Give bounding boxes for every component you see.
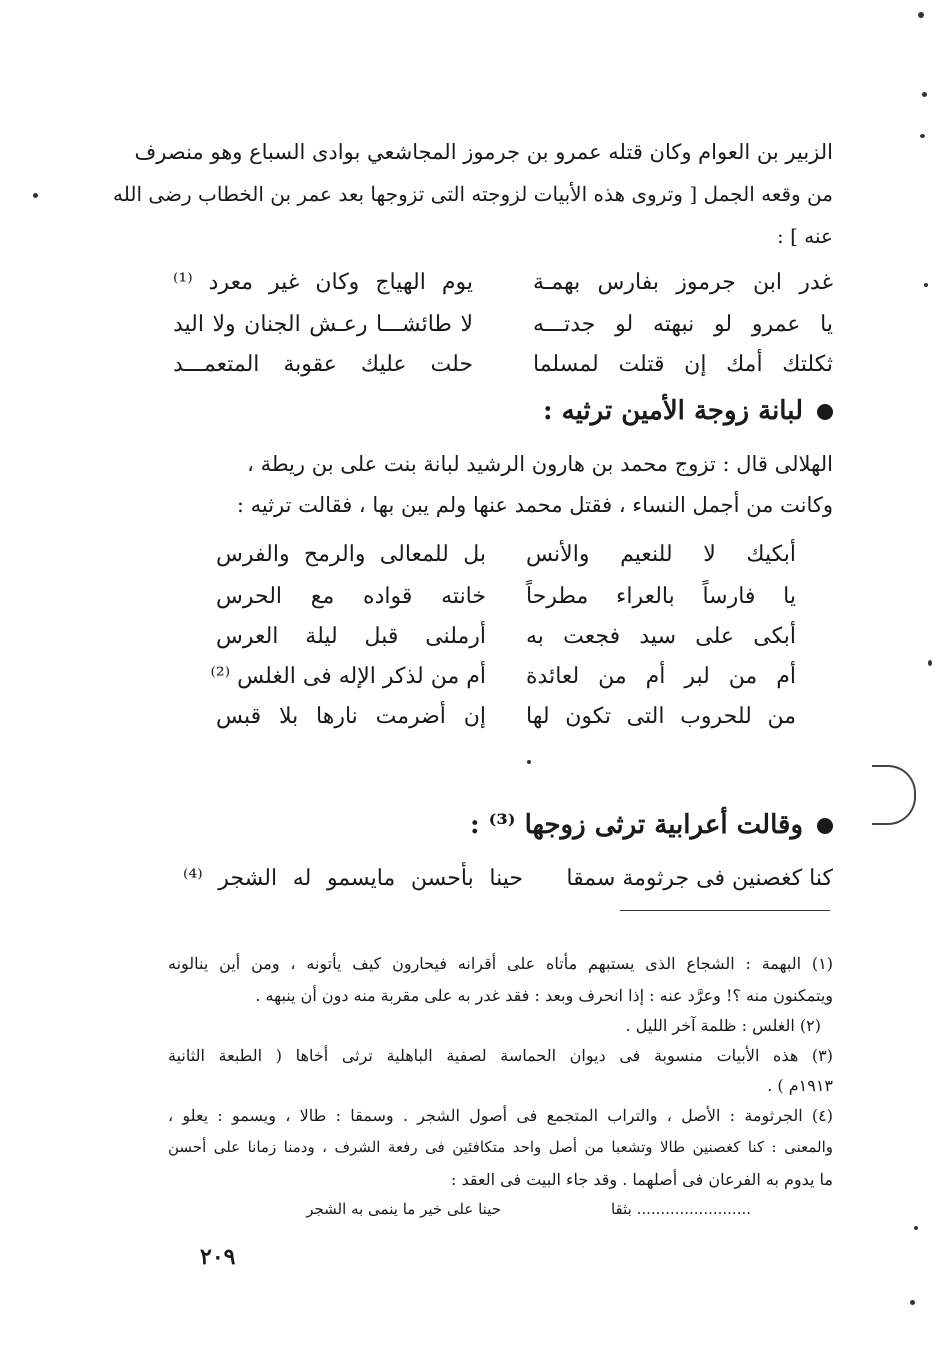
hemistich-right: أبكى على سيد فجعت به bbox=[526, 624, 796, 649]
scan-mark-bracket bbox=[872, 765, 916, 825]
hemistich-left: بل للمعالى والرمح والفرس bbox=[216, 542, 486, 567]
footnote-2: (٢) الغلس : ظلمة آخر الليل . bbox=[625, 1016, 821, 1035]
hemistich-left: حلت عليك عقوبة المتعمـــد bbox=[173, 352, 473, 377]
hemistich-right: من للحروب التى تكون لها bbox=[526, 704, 796, 729]
hemistich-left: أم من لذكر الإله فى الغلس ⁽²⁾ bbox=[210, 664, 486, 689]
section-heading-bedouin bbox=[470, 810, 833, 840]
intro-line-2: من وقعه الجمل [ وتروى هذه الأبيات لزوجته التى تزوجها بعد عمر بن الخطاب رضى الله bbox=[113, 182, 833, 206]
footnote-4-line-1: (٤) الجرثومة : الأصل ، والتراب المتجمع فى أصول الشجر . وسمقا : طالا ، ويسمو : يعلو ، bbox=[168, 1106, 833, 1125]
scan-speck bbox=[922, 92, 927, 97]
page-number: ٢٠٩ bbox=[200, 1244, 236, 1270]
footnote-3-line-2: ١٩١٣م ) . bbox=[767, 1076, 833, 1095]
poem2-verse-3 bbox=[216, 624, 796, 664]
hemistich-left: إن أضرمت نارها بلا قبس bbox=[216, 704, 486, 729]
hemistich-right: يا فارساً بالعراء مطرحاً bbox=[526, 584, 796, 609]
hemistich-left: يوم الهياج وكان غير معرد ⁽¹⁾ bbox=[173, 270, 473, 295]
footnote-4-line-3: ما يدوم به الفرعان فى أصلهما . وقد جاء البيت فى العقد : bbox=[451, 1170, 833, 1189]
hemistich-right: كنا كغصنين فى جرثومة سمقا bbox=[566, 866, 833, 891]
bullet-icon bbox=[817, 404, 833, 420]
intro-line-1: الزبير بن العوام وكان قتله عمرو بن جرموز المجاشعي بوادى السباع وهو منصرف bbox=[134, 140, 833, 164]
scan-speck bbox=[928, 660, 932, 666]
poem1-verse-3 bbox=[173, 352, 833, 392]
heading-text: وقالت أعرابية ترثى زوجها ⁽³⁾ : bbox=[469, 810, 803, 840]
poem2-verse-5 bbox=[216, 704, 796, 744]
scan-speck bbox=[918, 12, 924, 18]
hemistich-left: لا طائشـــا رعـش الجنان ولا اليد bbox=[173, 312, 473, 337]
bullet-icon bbox=[817, 818, 833, 834]
hemistich-left: حينا على خير ما ينمى به الشجر bbox=[306, 1200, 501, 1218]
hemistich-left: خانته قواده مع الحرس bbox=[216, 584, 486, 609]
poem2-verse-1 bbox=[216, 542, 796, 582]
section2-verse bbox=[173, 866, 833, 906]
hemistich-right: أم من لبر أم من لعائدة bbox=[526, 664, 796, 689]
section1-line-1: الهلالى قال : تزوج محمد بن هارون الرشيد لبانة بنت على بن ريطة ، bbox=[247, 452, 833, 476]
poem2-verse-4 bbox=[210, 664, 796, 704]
scan-speck bbox=[910, 1300, 915, 1305]
scan-speck bbox=[920, 134, 925, 138]
footnote-4-line-2: والمعنى : كنا كغصنين طالا وتشعبا من أصل واحد متكافئين فى رفعة الشرف ، ودمنا زمانا على أحسن bbox=[168, 1138, 833, 1156]
hemistich-right: يا عمرو لو نبهته لو جدتـــه bbox=[533, 312, 833, 337]
footnote-separator bbox=[620, 910, 830, 911]
hemistich-right: ثكلتك أمك إن قتلت لمسلما bbox=[533, 352, 833, 377]
footnote-1-line-1: (١) البهمة : الشجاع الذى يستبهم مأتاه على أقرانه فيحارون كيف يأتونه ، ومن أين ينالونه bbox=[168, 954, 833, 973]
hemistich-left: حينا بأحسن مايسمو له الشجر ⁽⁴⁾ bbox=[183, 866, 523, 891]
section1-line-2: وكانت من أجمل النساء ، فقتل محمد عنها ولم يبن بها ، فقالت ترثيه : bbox=[236, 493, 833, 517]
poem2-verse-2 bbox=[216, 584, 796, 624]
heading-text: لبانة زوجة الأمين ترثيه : bbox=[542, 396, 803, 426]
intro-line-3: عنه ] : bbox=[777, 224, 833, 248]
hemistich-right: أبكيك لا للنعيم والأنس bbox=[526, 542, 796, 567]
section-heading-lubana bbox=[543, 396, 833, 426]
scan-speck bbox=[33, 193, 38, 198]
hemistich-right: غدر ابن جرموز بفارس بهمـة bbox=[533, 270, 833, 295]
scan-speck bbox=[924, 283, 928, 287]
poem1-verse-2 bbox=[173, 312, 833, 352]
footnote-3-line-1: (٣) هذه الأبيات منسوبة فى ديوان الحماسة لصفية الباهلية ترثى أخاها ( الطبعة الثانية bbox=[168, 1046, 833, 1065]
scan-speck bbox=[914, 1226, 918, 1230]
footnote-1-line-2: ويتمكنون منه ؟! وعرَّد عنه : إذا انحرف وبعد : فقد غدر به على مقربة منه دون أن ينبهه . bbox=[255, 986, 833, 1005]
poem1-verse-1 bbox=[173, 270, 833, 310]
hemistich-right: ........................ بثقا bbox=[610, 1200, 751, 1218]
scan-speck bbox=[527, 760, 531, 764]
hemistich-left: أرملنى قبل ليلة العرس bbox=[216, 624, 486, 649]
